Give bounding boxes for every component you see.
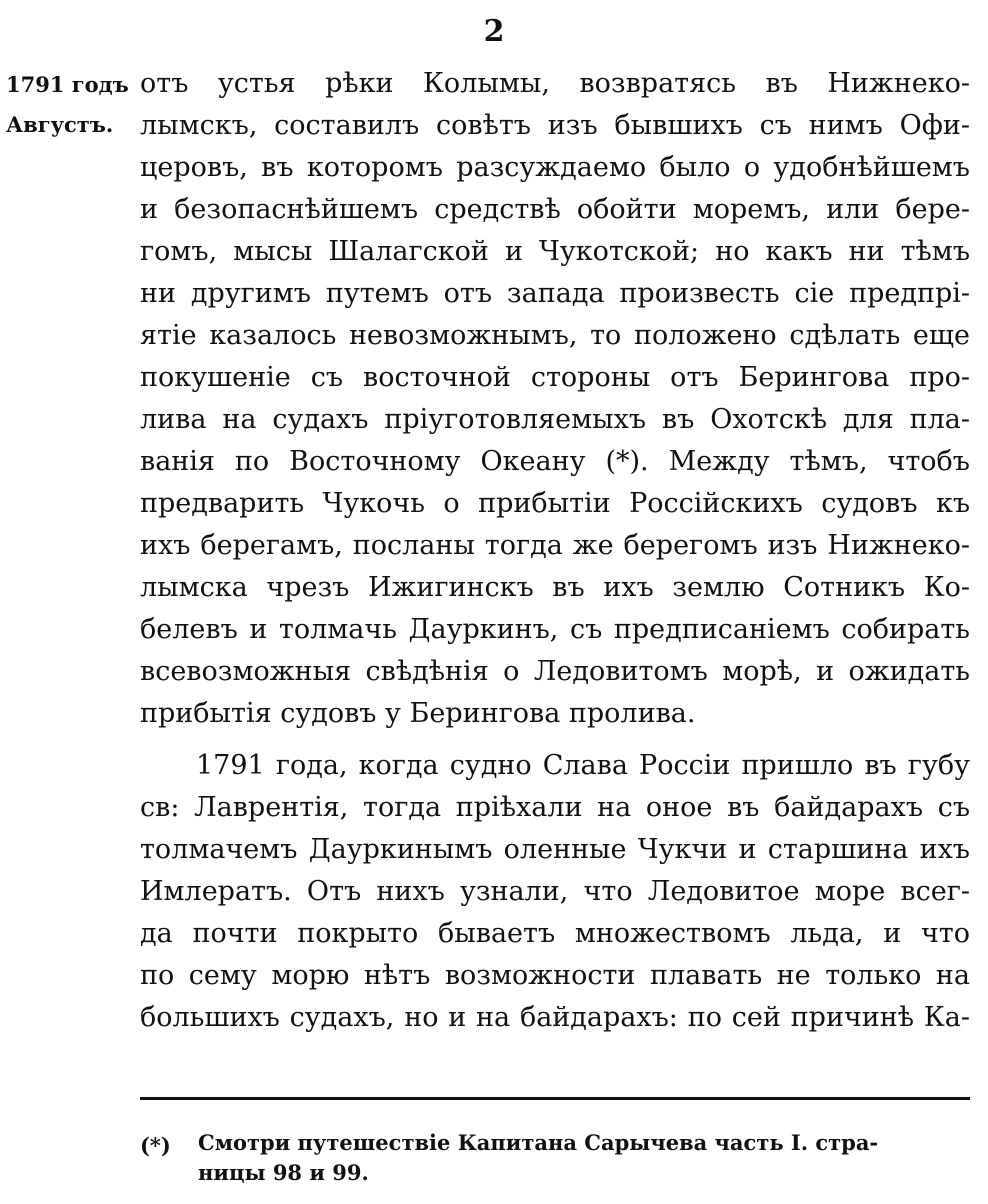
text-line: ванія по Восточному Океану (*). Между тѣмъ, чтобъ [140,446,970,477]
text-line: отъ устья рѣки Колымы, возвратясь въ Нижнеко- [140,68,970,99]
paragraph-first-line: 1791 года, когда судно Слава Россіи пришло въ губу [196,750,970,781]
text-line: по сему морю нѣтъ возможности плавать не только на [140,960,970,991]
text-line: да почти покрыто бываетъ множествомъ льда, и что [140,918,970,949]
text-line: предварить Чукочь о прибытіи Россійскихъ судовъ къ [140,488,970,519]
footnote-line: Смотри путешествіе Капитана Сарычева часть I. стра- [198,1130,879,1155]
text-line: белевъ и толмачь Дауркинъ, съ предписаніемъ собирать [140,614,970,645]
text-line: большихъ судахъ, но и на байдарахъ: по сей причинѣ Ка- [140,1002,970,1033]
footnote-line: ницы 98 и 99. [198,1160,369,1185]
text-line: ихъ берегамъ, посланы тогда же берегомъ изъ Нижнеко- [140,530,970,561]
text-line: ятіе казалось невозможнымъ, то положено сдѣлать еще [140,320,970,351]
text-line: прибытія судовъ у Берингова пролива. [140,698,696,729]
text-line: и безопаснѣйшемъ средствѣ обойти моремъ, или бере- [140,194,970,225]
text-line: церовъ, въ которомъ разсуждаемо было о удобнѣйшемъ [140,152,970,183]
footnote-divider [140,1097,970,1100]
page-number: 2 [483,14,505,49]
footnote-marker: (*) [140,1133,171,1158]
text-line: лымска чрезъ Ижигинскъ въ ихъ землю Сотникъ Ко- [140,572,970,603]
text-line: лымскъ, составилъ совѣтъ изъ бывшихъ съ нимъ Офи- [140,110,970,141]
text-line: гомъ, мысы Шалагской и Чукотской; но какъ ни тѣмъ [140,236,970,267]
text-line: покушеніе съ восточной стороны отъ Берингова про- [140,362,970,393]
text-line: ни другимъ путемъ отъ запада произвесть сіе предпрі- [140,278,970,309]
text-line: Имлератъ. Отъ нихъ узнали, что Ледовитое море всег- [140,876,970,907]
text-line: св: Лаврентія, тогда пріѣхали на оное въ байдарахъ съ [140,792,970,823]
text-line: толмачемъ Дауркинымъ оленные Чукчи и старшина ихъ [140,834,970,865]
text-line: лива на судахъ пріуготовляемыхъ въ Охотскѣ для пла- [140,404,970,435]
margin-note-month: Августъ. [6,112,114,137]
text-line: всевозможныя свѣдѣнія о Ледовитомъ морѣ, и ожидать [140,656,970,687]
margin-note-year: 1791 годъ [6,72,129,97]
